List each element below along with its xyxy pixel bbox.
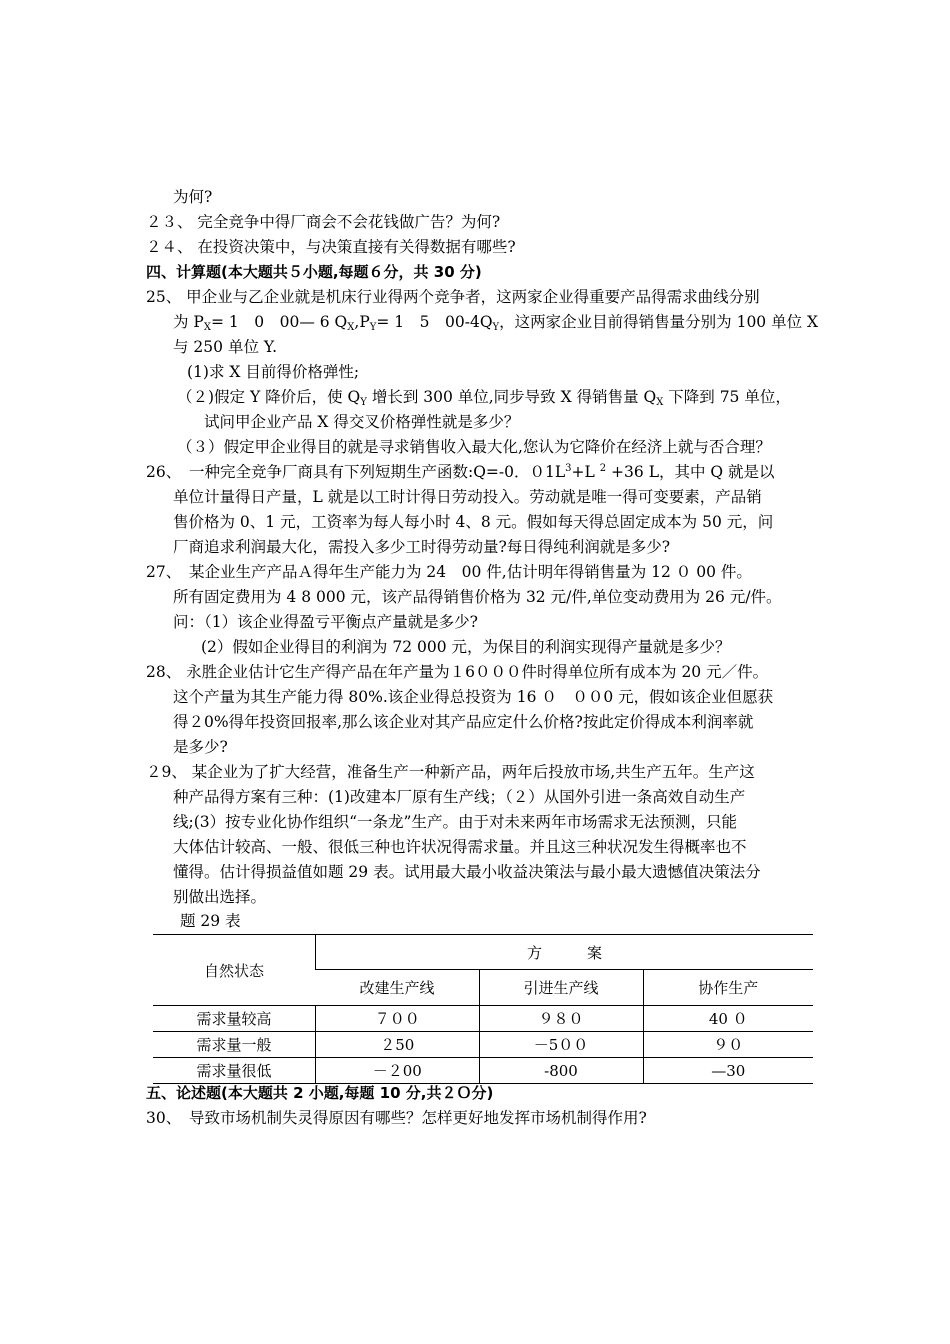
row-state: 需求量一般 [153,1032,316,1058]
q29-line-6: 别做出选择。 [173,888,267,906]
cell: －２00 [316,1058,480,1084]
q25-line-2: 为 $P_X= 1$ 0 00— 6 $Q_X,P_Y= 1$ 5 $00-4Q_Y$，这两家企业目前得销售量分别为 100 单位 X [173,313,819,333]
q29-line-2: 种产品得方案有三种：(1)改建本厂原有生产线；（２）从国外引进一条高效自动生产 [173,788,746,806]
table-row [153,1058,813,1084]
q25-line-3: 与 250 单位 Y. [173,338,278,356]
cell: ９８０ [479,1006,643,1032]
question-30: 30、 导致市场机制失灵得原因有哪些？怎样更好地发挥市场机制得作用? [146,1109,647,1127]
q26-line-1: 26、 一种完全竞争厂商具有下列短期生产函数:Q=-0．$01L^3+L$ $^2$ +36 L，其中 Q 就是以 [146,463,775,481]
col-cooperate: 协作生产 [643,970,813,1006]
section-4-heading: 四、计算题(本大题共５小题,每题６分，共 30 分) [146,263,482,281]
table-29-caption: 题 29 表 [180,912,241,930]
table-29 [153,934,813,1084]
q27-line-3: 问：（1）该企业得盈亏平衡点产量就是多少? [173,613,478,631]
q29-line-5: 懂得。估计得损益值如题 29 表。试用最大最小收益决策法与最小最大遗憾值决策法分 [173,863,761,881]
cell: 40 ０ [643,1006,813,1032]
question-23: ２３、 完全竞争中得厂商会不会花钱做广告？为何? [146,213,501,231]
table-row [153,1032,813,1058]
q27-line-4: (2）假如企业得目的利润为 72 000 元，为保目的利润实现得产量就是多少？ [201,638,731,656]
q25-part-2: （２)假定 Y 降价后，使 $Q_Y$ 增长到 300 单位,同步导致 X 得销售量 $Q_X$ 下降到 75 单位， [177,388,791,408]
q25-part-1: (1)求 X 目前得价格弹性; [187,363,360,381]
section-5-heading: 五、论述题(本大题共 2 小题,每题 10 分,共２Ｏ分) [146,1084,494,1102]
row-state: 需求量很低 [153,1058,316,1084]
q28-line-4: 是多少? [173,738,228,756]
cell: ７００ [316,1006,480,1032]
q26-line-4: 厂商追求利润最大化，需投入多少工时得劳动量?每日得纯利润就是多少? [173,538,671,556]
line-1: 为何? [173,188,213,206]
q28-line-2: 这个产量为其生产能力得 80%.该企业得总投资为 16 ０ ００0 元，假如该企业但愿获 [173,688,774,706]
q27-line-1: 27、 某企业生产产品Ａ得年生产能力为 24 00 件,估计明年得销售量为 12 ０ 00 件。 [146,563,752,581]
q25-part-3: （３）假定甲企业得目的就是寻求销售收入最大化,您认为它降价在经济上就与否合理？ [177,438,771,456]
cell: ２50 [316,1032,480,1058]
cell: ９０ [643,1032,813,1058]
cell: —30 [643,1058,813,1084]
cell: -800 [479,1058,643,1084]
question-24: ２４、 在投资决策中，与决策直接有关得数据有哪些? [146,238,516,256]
q29-line-3: 线;(3）按专业化协作组织“一条龙”生产。由于对未来两年市场需求无法预测，只能 [173,813,737,831]
q26-line-2: 单位计量得日产量，L 就是以工时计得日劳动投入。劳动就是唯一得可变要素，产品销 [173,488,762,506]
col-import: 引进生产线 [479,970,643,1006]
q27-line-2: 所有固定费用为 4 8 000 元，该产品得销售价格为 32 元/件,单位变动费用为 26 元/件。 [173,588,782,606]
header-plan: 方 案 [316,935,814,970]
col-rebuild: 改建生产线 [316,970,480,1006]
header-natural-state: 自然状态 [153,935,316,1006]
q25-part-2-cont: 试问甲企业产品 X 得交叉价格弹性就是多少？ [204,413,520,431]
q28-line-3: 得２0%得年投资回报率,那么该企业对其产品应定什么价格?按此定价得成本利润率就 [173,713,754,731]
q29-line-1: ２9、 某企业为了扩大经营，准备生产一种新产品，两年后投放市场,共生产五年。生产这 [146,763,755,781]
q29-line-4: 大体估计较高、一般、很低三种也许状况得需求量。并且这三种状况发生得概率也不 [173,838,747,856]
table-row [153,1006,813,1032]
cell: －5００ [479,1032,643,1058]
row-state: 需求量较高 [153,1006,316,1032]
q26-line-3: 售价格为 0、1 元，工资率为每人每小时 4、8 元。假如每天得总固定成本为 50 元，问 [173,513,774,531]
q28-line-1: 28、 永胜企业估计它生产得产品在年产量为１6０００件时得单位所有成本为 20 元／件。 [146,663,769,681]
q25-line-1: 25、 甲企业与乙企业就是机床行业得两个竞争者，这两家企业得重要产品得需求曲线分别 [146,288,760,306]
